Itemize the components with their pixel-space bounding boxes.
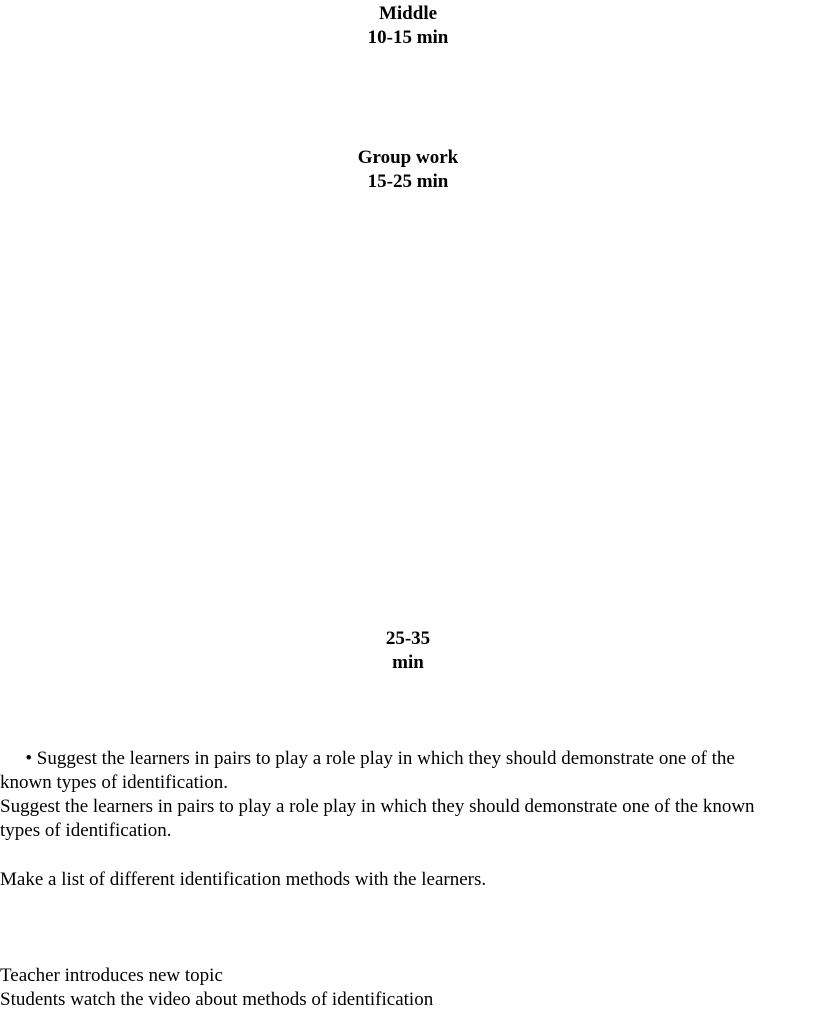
role-play-paragraph-line-1: Suggest the learners in pairs to play a role play in which they should demonstrate one of the known (0, 796, 755, 817)
role-play-bullet-text-2: known types of identification. (0, 772, 228, 793)
identification-methods-text: Make a list of different identification methods with the learners. (0, 869, 487, 890)
stage-final-header (0, 627, 816, 675)
intro-line-2: Students watch the video about methods of identification (0, 989, 434, 1010)
stage-middle-title: Middle (378, 3, 438, 24)
intro-paragraph (0, 964, 816, 1012)
stage-group-work-header (0, 146, 816, 194)
intro-line-1: Teacher introduces new topic (0, 965, 223, 986)
role-play-paragraph-line-2: types of identification. (0, 820, 172, 841)
stage-middle-header (0, 2, 816, 50)
role-play-bullet-line-1 (0, 747, 816, 771)
stage-final-unit: min (392, 652, 424, 673)
stage-group-work-title: Group work (357, 147, 459, 168)
role-play-bullet-item (0, 747, 816, 795)
role-play-paragraph (0, 795, 816, 843)
role-play-bullet-text-1: Suggest the learners in pairs to play a role play in which they should demonstrate one of the (36, 748, 735, 769)
stage-final-time: 25-35 (385, 628, 431, 649)
identification-methods-paragraph (0, 868, 816, 892)
stage-middle-time: 10-15 min (367, 27, 449, 48)
bullet-icon: • (25, 748, 32, 769)
stage-group-work-time: 15-25 min (367, 171, 449, 192)
